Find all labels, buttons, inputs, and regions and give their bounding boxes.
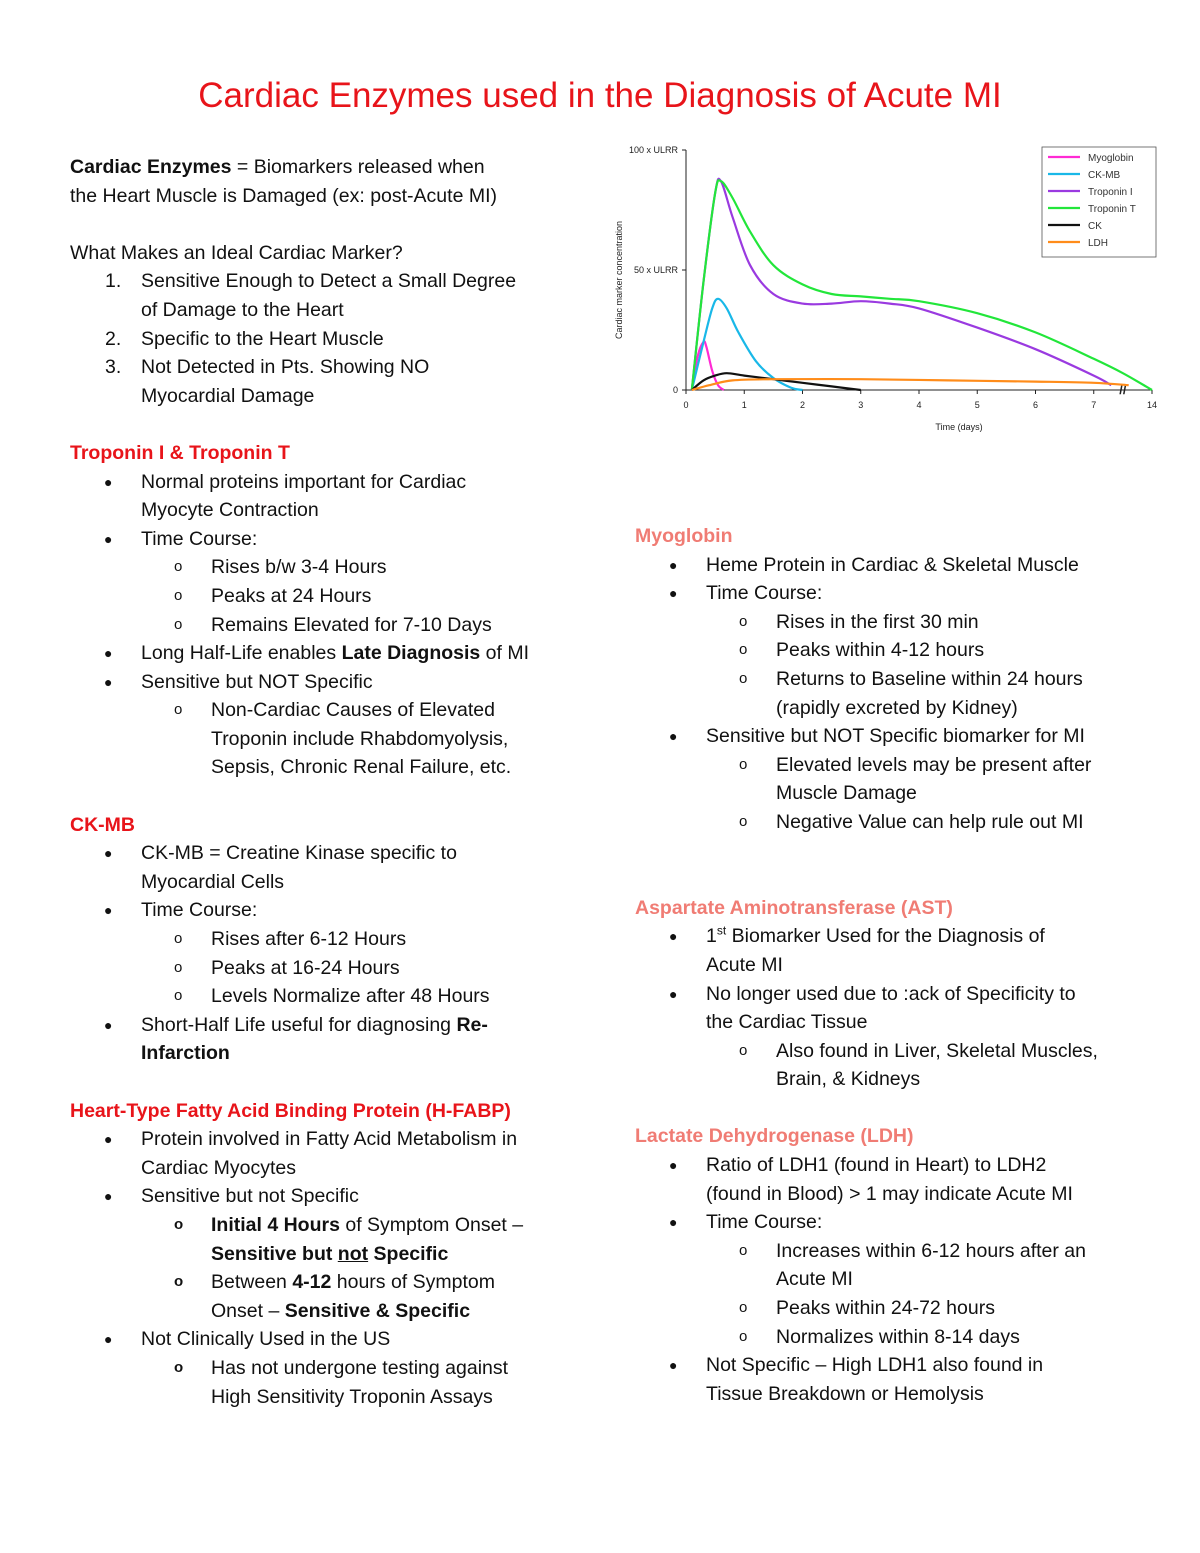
item-text: No longer used due to :ack of Specificity to — [706, 982, 1076, 1005]
sub-list-item — [635, 665, 1135, 722]
item-text: Not Clinically Used in the US — [141, 1328, 391, 1351]
item-text: Sensitive Enough to Detect a Small Degree — [141, 270, 517, 293]
item-text: Negative Value can help rule out MI — [776, 810, 1084, 833]
item-text: Heme Protein in Cardiac & Skeletal Muscle — [706, 553, 1079, 576]
list-item — [70, 325, 580, 354]
circle-bullet-icon: o — [739, 641, 748, 659]
circle-bullet-icon: o — [174, 1215, 184, 1233]
y-axis-label: Cardiac marker concentration — [614, 220, 624, 340]
list-item — [635, 1208, 1135, 1237]
bullet-icon: ● — [669, 985, 678, 1002]
legend-label-ck-mb: CK-MB — [1088, 170, 1121, 181]
item-text: Time Course: — [706, 1211, 823, 1234]
list-item — [70, 1182, 580, 1211]
circle-bullet-icon: o — [174, 586, 183, 604]
item-text-cont: Troponin include Rhabdomyolysis, — [211, 727, 509, 750]
list-item — [70, 1325, 580, 1354]
bullet-icon: ● — [104, 1188, 113, 1205]
sub-list-item — [635, 1037, 1135, 1094]
item-text: Time Course: — [141, 899, 258, 922]
sub-list-item — [635, 1323, 1135, 1352]
x-axis-label: Time (days) — [935, 422, 983, 432]
myoglobin-heading: Myoglobin — [635, 525, 733, 547]
sub-list-item — [70, 582, 580, 611]
x-tick-label: 2 — [799, 400, 806, 410]
sub-list-item — [70, 954, 580, 983]
item-text-cont: High Sensitivity Troponin Assays — [211, 1385, 493, 1408]
item-text-bold-cont: Infarction — [141, 1042, 230, 1065]
bullet-icon: ● — [104, 1016, 113, 1033]
list-item — [70, 468, 580, 525]
x-tick-label: 1 — [741, 400, 747, 410]
list-number: 2. — [105, 327, 122, 350]
list-item — [635, 579, 1135, 608]
ckmb-list — [70, 839, 580, 1068]
x-tick-label: 3 — [858, 400, 864, 410]
circle-bullet-icon: o — [174, 958, 183, 976]
item-text: Rises after 6-12 Hours — [211, 928, 407, 951]
item-text: Ratio of LDH1 (found in Heart) to LDH2 — [706, 1154, 1047, 1177]
intro-question: What Makes an Ideal Cardiac Marker? — [70, 241, 403, 264]
list-item — [70, 668, 580, 697]
hfabp-list — [70, 1125, 580, 1411]
item-text-cont: Myocyte Contraction — [141, 499, 319, 522]
item-text: Rises b/w 3-4 Hours — [211, 556, 387, 579]
item-text-post: of MI — [480, 642, 530, 665]
item-text-cont: (found in Blood) > 1 may indicate Acute MI — [706, 1182, 1073, 1205]
item-text: of Symptom Onset – — [339, 1213, 524, 1236]
item-text-cont: Myocardial Cells — [141, 870, 285, 893]
list-item — [635, 1351, 1135, 1408]
bullet-icon: ● — [669, 928, 678, 945]
item-text-cont: (rapidly excreted by Kidney) — [776, 696, 1018, 719]
ast-heading: Aspartate Aminotransferase (AST) — [635, 896, 953, 919]
sub-list-item — [70, 611, 580, 640]
item-text-bold-cont: Sensitive & Specific — [284, 1299, 471, 1322]
sub-list-item — [70, 925, 580, 954]
bullet-icon: ● — [104, 845, 113, 862]
ldh-heading: Lactate Dehydrogenase (LDH) — [635, 1125, 914, 1148]
chart-legend — [1042, 147, 1156, 257]
item-text: Has not undergone testing against — [211, 1356, 509, 1379]
myoglobin-list — [635, 551, 1135, 837]
item-text: Not Specific – High LDH1 also found in — [706, 1354, 1044, 1377]
sub-list-item — [70, 1354, 580, 1411]
item-text-cont: Myocardial Damage — [141, 384, 315, 407]
item-text: 1 — [706, 925, 717, 948]
circle-bullet-icon: o — [739, 755, 748, 773]
bullet-icon: ● — [104, 530, 113, 547]
item-text: Time Course: — [706, 582, 823, 605]
bullet-icon: ● — [104, 902, 113, 919]
list-item — [635, 722, 1135, 751]
ckmb-heading: CK-MB — [70, 813, 135, 836]
sub-list-item — [635, 608, 1135, 637]
item-text: CK-MB = Creatine Kinase specific to — [141, 842, 457, 865]
intro-definition-a: = Biomarkers released when — [231, 156, 485, 178]
page-title: Cardiac Enzymes used in the Diagnosis of Acute MI — [198, 76, 1002, 115]
item-text: Peaks within 24-72 hours — [776, 1297, 995, 1320]
list-item — [70, 1125, 580, 1182]
item-text-cont: Sepsis, Chronic Renal Failure, etc. — [211, 756, 512, 779]
y-tick-label: 100 x ULRR — [628, 145, 678, 155]
ideal-marker-list — [70, 267, 580, 410]
sub-list-item — [635, 1237, 1135, 1294]
right-column — [635, 522, 1135, 1408]
item-text: Normalizes within 8-14 days — [776, 1325, 1020, 1348]
x-tick-label: 7 — [1091, 400, 1097, 410]
item-text: Sensitive but NOT Specific — [141, 670, 373, 693]
sub-list-item — [635, 808, 1135, 837]
bullet-icon: ● — [104, 1331, 113, 1348]
item-text-cont: Muscle Damage — [776, 782, 917, 805]
x-tick-label: 4 — [916, 400, 922, 410]
list-item — [70, 896, 580, 925]
circle-bullet-icon: o — [739, 812, 748, 830]
circle-bullet-icon: o — [739, 612, 748, 630]
item-text-cont: Cardiac Myocytes — [141, 1156, 296, 1179]
item-text: Sensitive but not Specific — [141, 1185, 359, 1208]
series-line-ldh — [692, 379, 1129, 390]
item-text: Levels Normalize after 48 Hours — [211, 985, 490, 1008]
item-text-cont: of Damage to the Heart — [141, 298, 344, 321]
list-item — [70, 267, 580, 324]
hfabp-heading: Heart-Type Fatty Acid Binding Protein (H-FABP) — [70, 1099, 511, 1122]
circle-bullet-icon: o — [739, 1041, 748, 1059]
circle-bullet-icon: o — [174, 930, 183, 948]
list-item — [635, 980, 1135, 1037]
item-text-cont: Onset – — [211, 1299, 285, 1322]
item-text-cont: Acute MI — [776, 1268, 853, 1291]
item-text: Between — [211, 1271, 293, 1294]
list-number: 3. — [105, 356, 122, 379]
item-text: Time Course: — [141, 527, 258, 550]
item-text: Also found in Liver, Skeletal Muscles, — [776, 1039, 1098, 1062]
list-item — [635, 1151, 1135, 1208]
item-text-cont: Acute MI — [706, 953, 783, 976]
item-text-bold-end: Specific — [368, 1242, 449, 1265]
item-text: Peaks at 24 Hours — [211, 584, 372, 607]
bullet-icon: ● — [104, 645, 113, 662]
circle-bullet-icon: o — [739, 1241, 748, 1259]
item-text: Returns to Baseline within 24 hours — [776, 667, 1083, 690]
item-text-cont: Brain, & Kidneys — [776, 1068, 921, 1091]
item-text: Short-Half Life useful for diagnosing — [141, 1013, 457, 1036]
list-item — [70, 639, 580, 668]
bullet-icon: ● — [669, 585, 678, 602]
bullet-icon: ● — [669, 1357, 678, 1374]
legend-label-ldh: LDH — [1088, 238, 1109, 249]
circle-bullet-icon: o — [739, 669, 748, 687]
item-text-bold-cont: Sensitive but — [211, 1242, 338, 1265]
troponin-heading: Troponin I & Troponin T — [70, 441, 290, 464]
circle-bullet-icon: o — [739, 1327, 748, 1345]
item-text: Long Half-Life enables — [141, 642, 342, 665]
axis-break-label: // — [1119, 382, 1127, 397]
list-item — [635, 922, 1135, 979]
item-text-cont: Tissue Breakdown or Hemolysis — [706, 1382, 984, 1405]
list-number: 1. — [105, 270, 122, 293]
x-tick-label: 6 — [1032, 400, 1039, 410]
bullet-icon: ● — [104, 673, 113, 690]
circle-bullet-icon: o — [174, 615, 183, 633]
item-text: Peaks at 16-24 Hours — [211, 956, 400, 979]
list-item — [70, 839, 580, 896]
item-text: Peaks within 4-12 hours — [776, 639, 985, 662]
item-text: Specific to the Heart Muscle — [141, 327, 384, 350]
sub-list-item — [70, 553, 580, 582]
legend-label-ck: CK — [1088, 221, 1102, 232]
x-tick-label: 14 — [1146, 400, 1158, 410]
sub-list-item — [635, 1294, 1135, 1323]
item-text-post: hours of Symptom — [331, 1271, 495, 1294]
list-item — [70, 1011, 580, 1068]
item-text-underline: not — [337, 1242, 369, 1265]
sub-list-item — [70, 696, 580, 782]
item-text-bold: Re- — [456, 1013, 488, 1036]
item-text: Rises in the first 30 min — [776, 610, 979, 633]
bullet-icon: ● — [669, 1214, 678, 1231]
bullet-icon: ● — [104, 1131, 113, 1148]
ast-list — [635, 922, 1135, 1094]
left-column — [70, 153, 580, 1411]
item-text-bold: 4-12 — [292, 1271, 332, 1294]
circle-bullet-icon: o — [739, 1299, 748, 1317]
circle-bullet-icon: o — [174, 701, 183, 719]
item-text-rest: Biomarker Used for the Diagnosis of — [726, 925, 1045, 948]
circle-bullet-icon: o — [174, 1273, 184, 1291]
item-text-bold: Late Diagnosis — [341, 642, 481, 665]
bullet-icon: ● — [669, 1157, 678, 1174]
ldh-list — [635, 1151, 1135, 1408]
item-text: Sensitive but NOT Specific biomarker for MI — [706, 725, 1085, 748]
x-tick-label: 0 — [683, 400, 689, 410]
item-text-bold: Initial 4 Hours — [211, 1213, 340, 1236]
legend-label-troponin-i: Troponin I — [1088, 187, 1133, 198]
sub-list-item — [635, 636, 1135, 665]
circle-bullet-icon: o — [174, 987, 183, 1005]
circle-bullet-icon: o — [174, 1358, 184, 1376]
bullet-icon: ● — [669, 728, 678, 745]
list-item — [70, 353, 580, 410]
sub-list-item — [70, 1268, 580, 1325]
x-tick-label: 5 — [974, 400, 980, 410]
sub-list-item — [635, 751, 1135, 808]
circle-bullet-icon: o — [174, 558, 183, 576]
troponin-list — [70, 468, 580, 783]
intro-term: Cardiac Enzymes — [70, 156, 232, 178]
sub-list-item — [70, 982, 580, 1011]
list-item — [635, 551, 1135, 580]
item-sup: st — [716, 923, 727, 938]
item-text: Increases within 6-12 hours after an — [776, 1239, 1087, 1262]
item-text: Not Detected in Pts. Showing NO — [141, 356, 430, 379]
item-text: Protein involved in Fatty Acid Metabolism in — [141, 1128, 518, 1151]
intro-definition-b: the Heart Muscle is Damaged (ex: post-Acute MI) — [70, 184, 497, 207]
list-item — [70, 525, 580, 554]
item-text: Elevated levels may be present after — [776, 753, 1092, 776]
legend-label-myoglobin: Myoglobin — [1088, 153, 1134, 164]
legend-label-troponin-t: Troponin T — [1088, 204, 1136, 215]
bullet-icon: ● — [104, 473, 113, 490]
item-text: Remains Elevated for 7-10 Days — [211, 613, 492, 636]
item-text-cont: the Cardiac Tissue — [706, 1011, 868, 1034]
y-tick-label: 50 x ULRR — [633, 265, 678, 275]
cardiac-marker-chart — [600, 140, 1160, 440]
item-text: Normal proteins important for Cardiac — [141, 470, 467, 493]
sub-list-item — [70, 1211, 580, 1268]
y-tick-label: 0 — [672, 385, 678, 395]
item-text: Non-Cardiac Causes of Elevated — [211, 699, 495, 722]
intro-definition — [70, 153, 580, 182]
bullet-icon: ● — [669, 556, 678, 573]
